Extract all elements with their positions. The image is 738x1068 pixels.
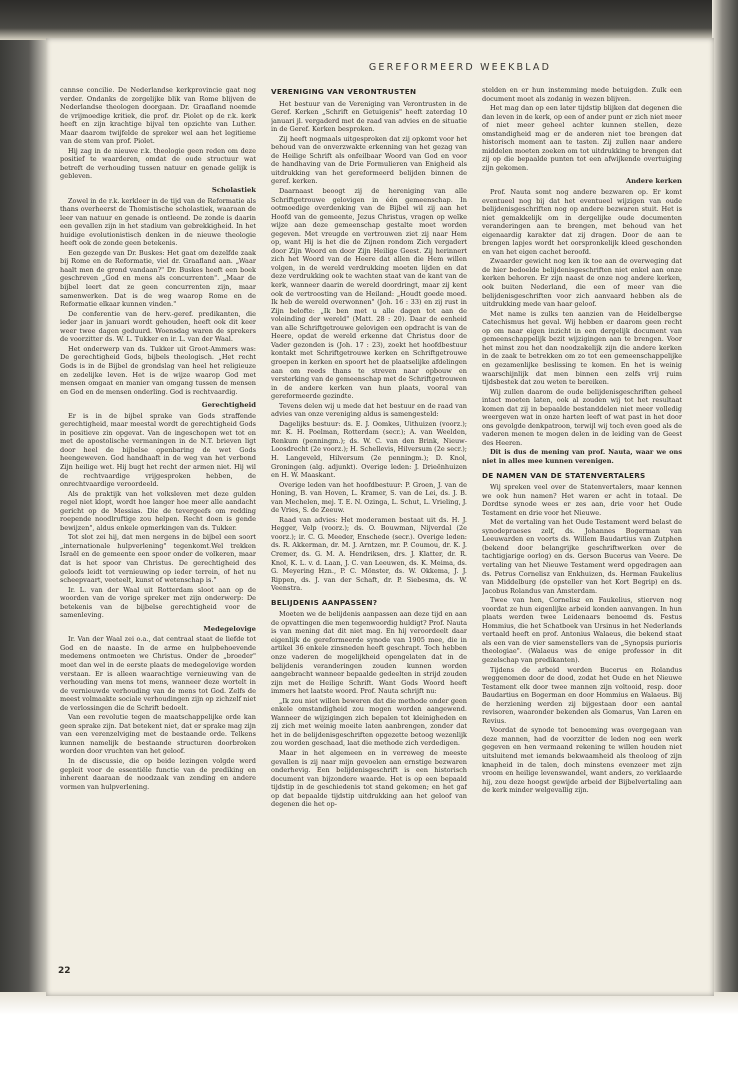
paragraph: Met de vertaling van het Oude Testament werd belast de synodepraeses zelf, ds. Johannes Bogerman van Leeuwarden en voorts ds. Willem Baudartius van Zutphen (bekend door belangrijke geschriftwerken over de tachtigjarige oorlog) en ds. Gerson Bucerus van Veere. De vertaling van het Nieuwe Testament werd opgedragen aan ds. Petrus Cornelisz van Enkhuizen, ds. Herman Faukelius van Middelburg (de opsteller van het Kort Begrip) en ds. Jacobus Rolandus van Amsterdam. [482, 518, 682, 595]
section-title-vereniging: VERENIGING VAN VERONTRUSTEN [271, 87, 417, 96]
paragraph: Dit is dus de mening van prof. Nauta, waar we ons niet in alles mee kunnen verenigen. [482, 448, 682, 465]
paragraph: Tevens delen wij u mede dat het bestuur en de raad van advies van onze vereniging aldus is samengesteld: [271, 401, 467, 419]
column-3 [482, 86, 682, 966]
section-title-statenvertalers: DE NAMEN VAN DE STATENVERTALERS [482, 470, 646, 480]
paragraph: Moeten we de belijdenis aanpassen aan deze tijd en aan de opvattingen die men tegenwoordig huldigt? Prof. Nauta is van mening dat dit niet mag. En hij veroordeelt daar eigenlijk de gereformeerde synode van 1905 mee, die in artikel 36 enkele zinsneden heeft geschrapt. Toch hebben onze vaderen de mogelijkheid opengelaten dat in de belijdenis veranderingen zouden kunnen worden aangebracht wanneer bepaalde gedeelten in strijd zouden zijn met de Heilige Schrift. Want Gods Woord heeft immers het laatste woord. Prof. Nauta schrijft nu: [271, 610, 467, 696]
column-2 [271, 86, 467, 966]
paragraph: Van een revolutie tegen de maatschappelijke orde kan geen sprake zijn. Dat betekent niet, dat er sprake mag zijn van een verenzelviging met de bestaande orde. Telkens kunnen namelijk de bestaande structuren doorbroken worden door vruchten van het geloof. [60, 713, 256, 756]
paragraph: Prof. Nauta somt nog andere bezwaren op. Er komt eventueel nog bij dat het eventueel wijzigen van oude belijdenisgeschriften nog op andere bezwaren stuit. Het is niet gemakkelijk om in dergelijke oude documenten veranderingen aan te brengen, met behoud van het eigenaardig karakter dat zij dragen. Door de aan te brengen lapjes wordt het oorspronkelijk kleed geschonden en van het eigen cachet beroofd. [482, 188, 682, 256]
paragraph: Zwaarder gewicht nog ken ik toe aan de overweging dat de hier bedoelde belijdenisgeschriften niet enkel aan onze kerken behoren. Er zijn naast de onze nog andere kerken, ook buiten Nederland, die een of meer van die belijdenisgeschriften voor zich aanvaard hebben als de uitdrukking mede van haar geloof. [482, 257, 682, 309]
paragraph: De conferentie van de herv.-geref. predikanten, die ieder jaar in januari wordt gehouden, heeft ook dit keer weer twee dagen geduurd. Woensdag waren de sprekers de voorzitter ds. W. L. Tukker en ir. L. van der Waal. [60, 309, 256, 344]
paragraph: Het onderwerp van ds. Tukker uit Groot-Ammers was: De gerechtigheid Gods, bijbels theologisch. „Het recht Gods is in de Bijbel de grondslag van heel het religieuze en zedelijke leven. Het is de wijze waarop God met mensen omgaat en manier van omgang tussen de mensen en God en de mensen onderling. God is rechtvaardig. [60, 344, 256, 396]
paragraph: Voordat de synode tot benoeming was overgegaan van deze mannen, had de voorzitter de leden nog een werk gegeven en hen vermaand rekening te willen houden niet uitsluitend met iemands bekwaamheid als theoloog of zijn knapheid in de talen, doch minstens evenzeer met zijn vroom en heilige levenswandel, want anders, zo verklaarde hij, zou deze hoogst gewijde arbeid der Bijbelvertaling aan de kerk minder welgevallig zijn. [482, 726, 682, 795]
scan-edge-top [0, 0, 738, 40]
scan-edge-right [712, 0, 738, 1068]
paragraph: Het bestuur van de Vereniging van Verontrusten in de Geref. Kerken „Schrift en Getuigenis" heeft zaterdag 10 januari jl. vergaderd met de raad van advies en de situatie in de Geref. Kerken besproken. [271, 99, 467, 134]
paragraph: Ir. L. van der Waal uit Rotterdam sloot aan op de woorden van de vorige spreker met zijn onderwerp: De betekenis van de bijbelse gerechtigheid voor de samenleving. [60, 585, 256, 620]
subheading-medegelovige: Medegelovige [203, 624, 256, 633]
paragraph: Tijdens de arbeid werden Bucerus en Rolandus weggenomen door de dood, zodat het Oude en het Nieuwe Testament elk door twee mannen zijn voltooid, resp. door Baudartius en Bogerman en door Hommius en Walaeus. Bij de herziening werden zij bijgestaan door een aantal revisoren, waaronder bekenden als Gomarus, Van Laren en Revius. [482, 665, 682, 725]
paragraph: stelden en er hun instemming mede betuigden. Zulk een document moet als zodanig in wezen blijven. [482, 86, 682, 103]
paragraph: Wij spreken veel over de Statenvertalers, maar kennen we ook hun namen? Het waren er acht in totaal. De Dordtse synode wees er zes aan, drie voor het Oude Testament en drie voor het Nieuwe. [482, 483, 682, 517]
paragraph: Zij heeft nogmaals uitgesproken dat zij opkomt voor het behoud van de onverzwakte erkenning van het gezag van de Heilige Schrift als onfeilbaar Woord van God en voor de handhaving van de Drie Formulieren van Enigheid als uitdrukking van het gereformeerd belijden binnen de geref. kerken. [271, 134, 467, 186]
paragraph: Raad van advies: Het moderamen bestaat uit ds. H. J. Hegger, Velp (voorz.); ds. O. Bouwman, Nijverdal (2e voorz.); ir. C. G. Meeder, Enschede (secr.). Overige leden: ds. R. Akkerman, dr. M. J. Arntzen, mr. P. Coumou, dr. K. J. Cremer, ds. G. M. A. Hendriksen, drs. J. Klatter, dr. R. Knol, K. L. v. d. Laan, J. C. van Leeuwen, ds. K. Meima, ds. G. Meyering Hzn., P. C. Mönster, ds. W. Okkema, J. J. Rippen, ds. J. van der Schaft, dr. P. Siebesma, ds. W. Veenstra. [271, 515, 467, 593]
paragraph: Twee van hen, Cornelisz en Faukelius, stierven nog voordat ze hun eigenlijke arbeid konden aanvangen. In hun plaats werden twee Leidenaars benoemd ds. Festus Hommius, die het Schatboek van Ursinus in het Nederlands vertaald heeft en prof. Antonius Walaeus, die bekend staat als een van de vier samenstellers van de „Synopsis purioris theologiae". (Walaeus was de enige professor in dit gezelschap van predikanten). [482, 596, 682, 664]
paragraph: Wij zullen daarom de oude belijdenisgeschriften geheel intact moeten laten, ook al zouden wij tot het resultaat komen dat zij in bepaalde bestanddelen niet meer volledig weergeven wat in onze harten leeft of wat past in het door ons gevolgde denkpatroon, terwijl wij toch even goed als de vaderen menen te mogen delen in de leiding van de Geest des Heeren. [482, 387, 682, 447]
paragraph: Hij zag in de nieuwe r.k. theologie geen reden om deze positief te waarderen, omdat de oude structuur wat betreft de verhouding tussen natuur en genade gelijk is gebleven. [60, 146, 256, 181]
scan-edge-bottom [0, 992, 738, 1068]
paragraph: Als de praktijk van het volksleven met deze gulden regel niet klopt, wordt hoe langer hoe meer alle aandacht gericht op de Messias. Die de tevergeefs om redding roepende noodlruftige zou helpen. Recht doen is gende bewijzen", aldus enkele opmerkingen van ds. Tukker. [60, 489, 256, 532]
section-title-belijdenis: BELIJDENIS AANPASSEN? [271, 597, 378, 607]
paragraph: cannse concilie. De Nederlandse kerkprovincie gaat nog verder. Ondanks de zorgelijke blik van Rome blijven de Nederlandse theologen doorgaan. Dr. Graafland noemde de vrijmoedige kritiek, die prof. dr. Piolet op de r.k. kerk heeft en zijn krachtige bijval ten opzichte van Luther. Maar daarom twijfelde de spreker wel aan het legitieme van de stem van prof. Piolet. [60, 86, 256, 146]
paragraph: Een gezegde van Dr. Buskes: Het gaat om dezelfde zaak bij Rome en de Reformatie, viel dr. Graafland aan. „Waar haalt men de grond vandaan?" Dr. Buskes heeft een boek geschreven „God en mens als concurrenten". „Maar de bijbel leert dat ze geen concurrenten zijn, maar samenwerken. Dat is de weg waarop Rome en de Reformatie elkaar kunnen vinden." [60, 248, 256, 309]
subheading-scholastiek: Scholastiek [211, 186, 256, 195]
paragraph: Dagelijks bestuur: ds. E. J. Oomkes, Uithuizen (voorz.); mr. K. H. Poelman, Rotterdam (secr.); A. van Weelden, Renkum (penningm.); ds. W. C. van den Brink, Nieuw-Loosdrecht (2e voorz.); H. Schellevis, Hilversum (2e secr.); H. Langeveld, Hilversum (2e penningm.); D. Knol, Groningen (alg. adjunkt). Overige leden: J. Drieënhuizen en H. W. Maaskant. [271, 419, 467, 480]
paragraph: Zowel in de r.k. kerkleer in de tijd van de Reformatie als thans overheerst de Thomistische scholastiek, waaraan de leer van natuur en genade is ontleend. De zonde is daarin een gevallen zijn in het stadium van gebrekkigheid. In het huidige evolutionistisch denken in de nieuwe theologie heeft ook de zonde geen betekenis. [60, 196, 256, 248]
paragraph: Tot slot zei hij, dat men nergens in de bijbel een soort „internationale hulpverlening" tegenkomt.Wel trekken Israël en de gemeente een spoor onder de volkeren, maar dat is het spoor van Christus. De gerechtigheid des geloofs leidt tot vernieuwing op ieder terrein, of het nu scheepvaart, veeteelt, kunst of wetenschap is." [60, 533, 256, 585]
paragraph: Overige leden van het hoofdbestuur: P. Groen, J. van de Honing, B. van Hoven, L. Kramer, S. van de Lei, ds. J. B. van Mechelen, mej. T. E. N. Ozinga, L. Schut, L. Vrieling, J. de Vries, S. de Zeeuw. [271, 480, 467, 515]
paragraph: Er is in de bijbel sprake van Gods straffende gerechtigheid, maar meestal wordt de gerechtigheid Gods in positieve zin opgevat. Van de ingeschopen wet tot en met de apostolische vermaningen in de N.T. brieven ligt door heel de bijbelse openbaring de wet Gods heengeweven. God handhaaft in de weg van het verbond Zijn heilige wet. Hij bugt het recht der armen niet. Hij wil de rechtvaardige vrijgesproken hebben, de onrechtvaardige veroordeeld. [60, 411, 256, 489]
subheading-andere-kerken: Andere kerken [625, 177, 682, 186]
paragraph: Het mag dan op een later tijdstip blijken dat degenen die dan leven in de kerk, op een of ander punt er zich niet meer of niet meer geheel achter kunnen stellen, deze omstandigheid mag er de anderen niet toe brengen dat historisch moment aan te tasten. Zij zullen naar andere middelen moeten zoeken om tot uitdrukking te brengen dat zij op die bepaalde punten tot een afwijkende overtuiging zijn gekomen. [482, 104, 682, 172]
page-number: 22 [58, 966, 71, 976]
paragraph: Maar in het algemeen en in verreweg de meeste gevallen is zij naar mijn gevoelen aan ernstige bezwaren onderhevig. Een belijdenisgeschrift is een historisch document van bijzondere waarde. Het is op een bepaald tijdstip in de geschiedenis tot stand gekomen; en het gaf op dat bepaalde tijdstip uitdrukking aan het geloof van degenen die het op- [271, 749, 467, 809]
running-head: GEREFORMEERD WEEKBLAD [368, 62, 552, 73]
column-1 [60, 86, 256, 966]
paragraph: Ir. Van der Waal zei o.a., dat centraal staat de liefde tot God en de naaste. In de arme en hulpbehoevende medemens ontmoeten we Christus. Onder de „broeder" moet dan wel in de eerste plaats de medegelovige worden verstaan. Er is alleen waarachtige vernieuwing van de verhouding van mens tot mens, wanneer deze wortelt in de vernieuwde verhouding van de mens tot God. Zelfs de meest volmaakte sociale verhoudingen zijn op zichzelf niet de verlossingen die de Schrift bedoelt. [60, 635, 256, 712]
paragraph: In de discussie, die op beide lezingen volgde werd gepleit voor de essentiële functie van de prediking en inherent daaraan de noodzaak van zending en andere vormen van hulpverlening. [60, 757, 256, 791]
paragraph: Daarnaast beoogt zij de hereniging van alle Schriftgetrouwe gelovigen in één gemeenschap. In ootmoedige overdenking van de Bijbel wil zij aan het Hoofd van de gemeente, Jezus Christus, vragen op welke wijze aan deze gemeenschap gestalte moet worden gegeven. Met vreugde en vertrouwen ziet zij naar Hem op, want Hij is het die de Zijnen rondom Zich vergadert door Zijn Woord en door Zijn Heilige Geest. Zij herinnert zich het Woord van de Heere dat allen die Hem willen volgen, in de wereld verdrukking moeten lijden en dat deze verdrukking ook te wachten staat van de kant van de kerk, wanneer daarin de wereld doordringt, maar zij kent ook de vertroosting van de Heiland: „Houdt goede moed. Ik heb de wereld overwonnen" (Joh. 16 : 33) en zij rust in Zijn belofte: „Ik ben met u alle dagen tot aan de voleinding der wereld" (Matt. 28 : 20). Daar de eenheid van alle Schriftgetrouwe gelovigen een opdracht is van de Heere, opdat de wereld erkenne dat Christus door de Vader gezonden is (Joh. 17 : 23), zoekt het hoofdbestuur kontakt met Schriftgetrouwe kerken en Schriftgetrouwe groepen in kerken en spoort het de plaatselijke afdelingen aan om reeds thans te streven naar opbouw en versterking van de gemeenschap met de Schriftgetrouwen in de andere kerken van hun plaats, vooral van gereformeerde gezindte. [271, 187, 467, 401]
paragraph: „Ik zou niet willen beweren dat die methode onder geen enkele omstandigheid zou mogen worden aangewend. Wanneer de wijzigingen zich bepalen tot kleinigheden en zij zich met weinig moeite laten aanbrengen, zonder dat het in de belijdenisgeschriften opgezette betoog wezenlijk zou worden geschaad, laat die methode zich verdedigen. [271, 696, 467, 748]
paragraph: Met name is zulks ten aanzien van de Heidelbergse Catechismus het geval. Wij hebben er daarom geen recht op om naar eigen inzicht in een dergelijk document van gemeenschappelijk bezit wijzigingen aan te brengen. Voor het minst zou het dan noodzakelijk zijn die andere kerken in de zaak te betrekken om zo tot een gemeenschappelijke en gezamenlijke beslissing te komen. En het is weinig waarschijnlijk dat men binnen een zelfs vrij ruim tijdsbestek dat zou weten te bereiken. [482, 309, 682, 387]
subheading-gerechtigheid: Gerechtigheid [201, 401, 256, 410]
scan-edge-left [0, 0, 52, 1068]
